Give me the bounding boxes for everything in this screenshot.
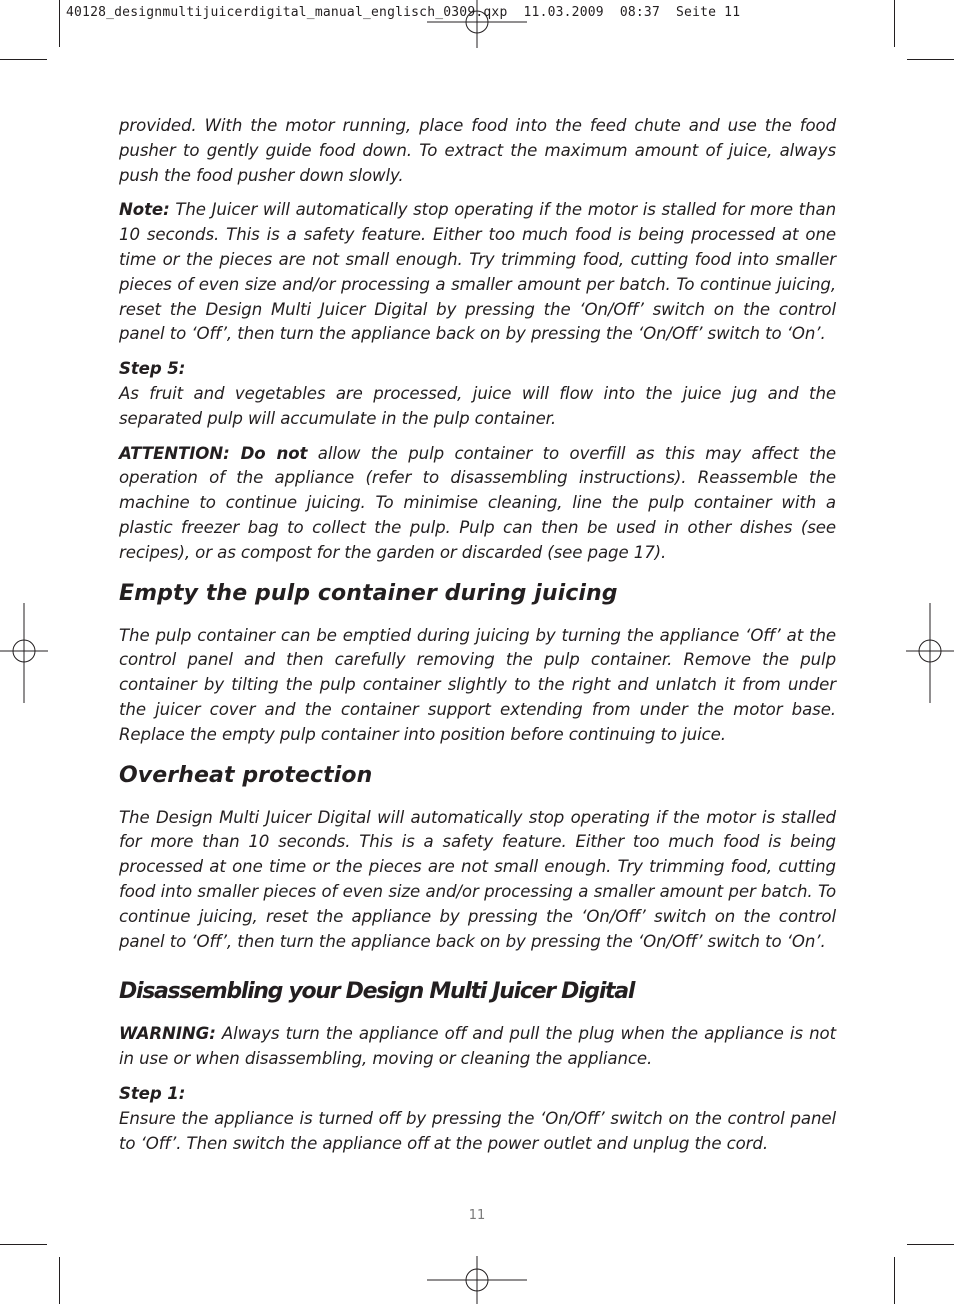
attention-text: allow the pulp container to overfill as this may affect the operation of the appliance (refer to disassembling instructions). Reassemble the machine to continue juicing. To minimise cleaning, line the pulp container with a plastic freezer bag to collect the pulp. Pulp can then be used in other dishes (see recipes), or as compost for the garden or discarded (see page 17). [119,443,836,562]
note-paragraph [119,198,836,347]
manual-page-content [119,114,836,1166]
attention-lead: ATTENTION: Do not [119,443,308,463]
note-text: The Juicer will automatically stop operating if the motor is stalled for more than 10 seconds. This is a safety feature. Either too much food is being processed at one time or the pieces are not small enough. Try trimming food, cutting food into smaller pieces of even size and/or processing a smaller amount per batch. To continue juicing, reset the Design Multi Juicer Digital by pressing the ‘On/Off’ switch on the control panel to ‘Off’, then turn the appliance back on by pressing the ‘On/Off’ switch to ‘On’. [119,200,836,344]
crop-mark-top-left-horizontal [0,59,47,60]
disassembling-heading: Disassembling your Design Multi Juicer Digital [119,979,635,1005]
warning-text: Always turn the appliance off and pull the plug when the appliance is not in use or when disassembling, moving or cleaning the appliance. [119,1024,836,1069]
registration-mark-top-icon [427,0,527,48]
registration-mark-bottom-icon [427,1256,527,1304]
overheat-paragraph: The Design Multi Juicer Digital will automatically stop operating if the motor is stalled for more than 10 seconds. This is a safety feature. Either too much food is being processed at one time or the pieces are not small enough. Try trimming food, cutting food into smaller pieces of even size and/or processing a smaller amount per batch. To continue juicing, reset the appliance by pressing the ‘On/Off’ switch on the control panel to ‘Off’, then turn the appliance back on by pressing the ‘On/Off’ switch to ‘On’. [119,807,836,951]
step-5-label: Step 5: [119,359,186,379]
print-slug: 40128_designmultijuicerdigital_manual_englisch_0309.qxp 11.03.2009 08:37 Seite 11 [66,5,741,20]
note-lead: Note: [119,200,170,220]
step-5-paragraph [119,357,836,431]
step-1-label: Step 1: [119,1083,186,1103]
crop-mark-top-left-vertical [59,0,60,47]
step-5-text: As fruit and vegetables are processed, juice will flow into the juice jug and the separated pulp will accumulate in the pulp container. [119,383,836,428]
step-1-paragraph [119,1082,836,1156]
empty-pulp-heading: Empty the pulp container during juicing [119,580,618,606]
crop-mark-bottom-left-horizontal [0,1244,47,1245]
crop-mark-bottom-left-vertical [59,1257,60,1304]
intro-paragraph: provided. With the motor running, place food into the feed chute and use the food pusher to gently guide food down. To extract the maximum amount of juice, always push the food pusher down slowly. [119,116,836,185]
warning-lead: WARNING: [119,1024,216,1044]
registration-mark-right-icon [906,603,954,703]
warning-paragraph [119,1022,836,1072]
attention-paragraph [119,442,836,566]
crop-mark-top-right-vertical [894,0,895,47]
page-number: 11 [468,1208,486,1223]
overheat-heading: Overheat protection [119,762,373,788]
crop-mark-bottom-right-vertical [894,1257,895,1304]
crop-mark-bottom-right-horizontal [907,1244,954,1245]
crop-mark-top-right-horizontal [907,59,954,60]
step-1-text: Ensure the appliance is turned off by pressing the ‘On/Off’ switch on the control panel to ‘Off’. Then switch the appliance off at the power outlet and unplug the cord. [119,1108,836,1153]
empty-pulp-paragraph: The pulp container can be emptied during juicing by turning the appliance ‘Off’ at the control panel and then carefully removing the pulp container. Remove the pulp container by tilting the pulp container slightly to the right and unlatch it from under the juicer cover and the container support extending from under the motor base. Replace the empty pulp container into position before continuing to juice. [119,625,836,744]
registration-mark-left-icon [0,603,48,703]
